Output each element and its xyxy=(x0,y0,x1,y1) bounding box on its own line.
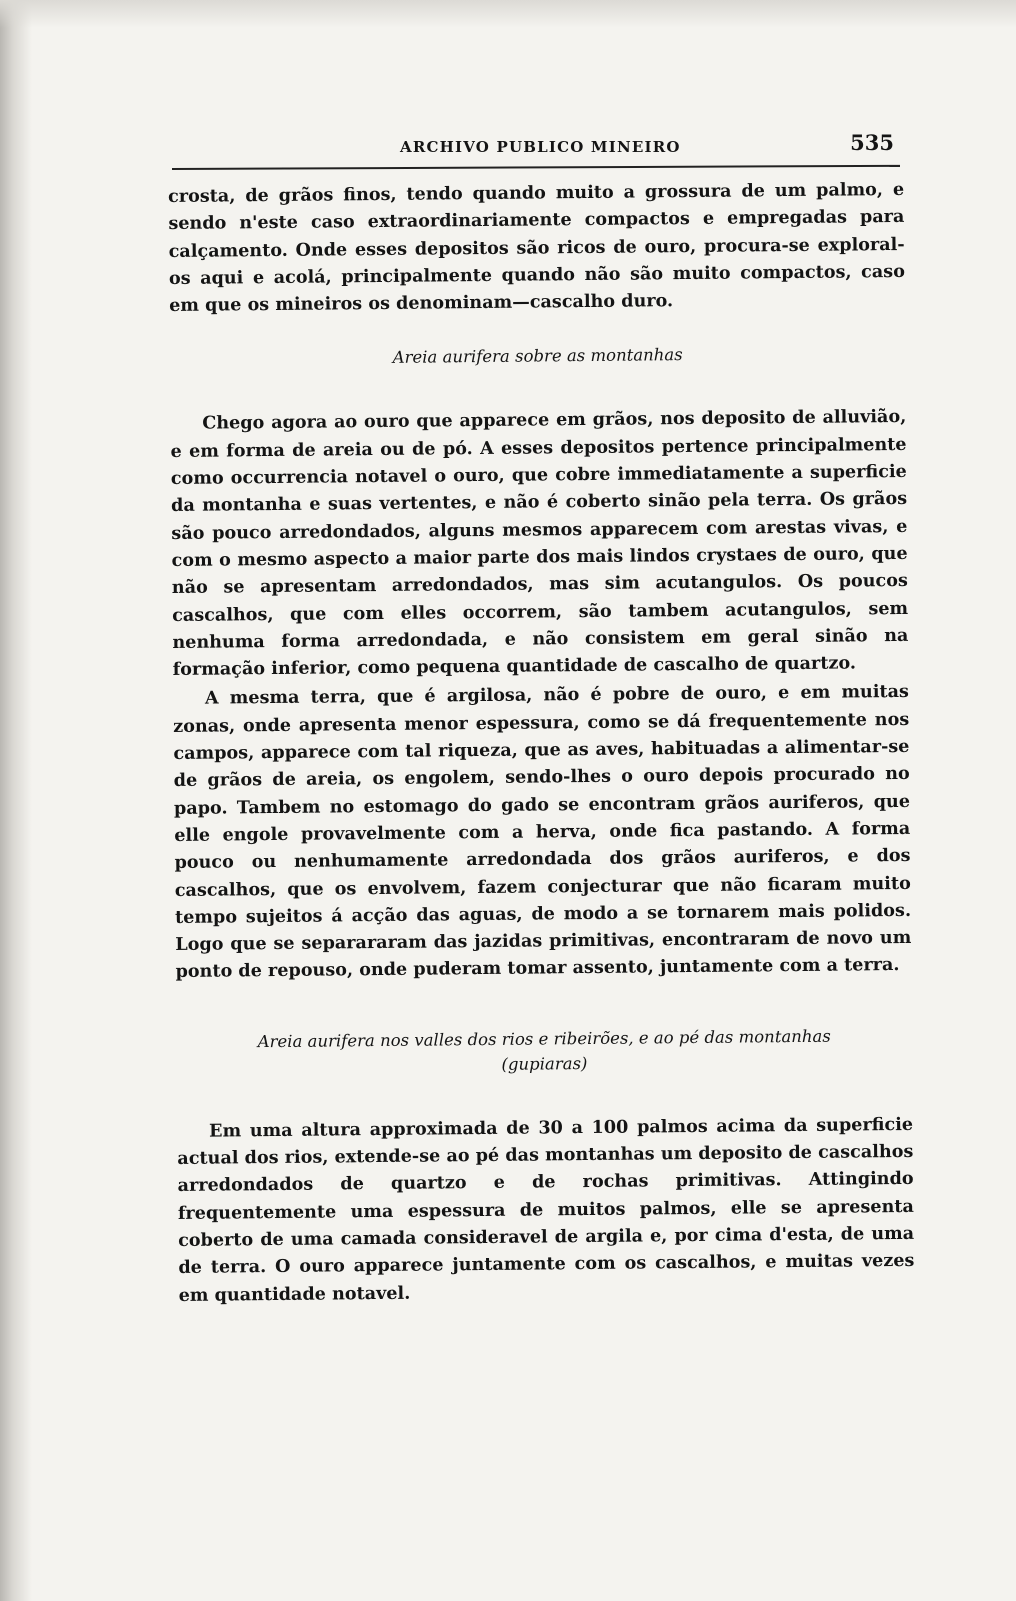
section-heading-montanhas: Areia aurifera sobre as montanhas xyxy=(392,345,683,368)
section-heading-valles-line-1: Areia aurifera nos valles dos rios e ribeirões, e ao pé das montanhas xyxy=(257,1026,831,1051)
page-edge-shadow xyxy=(0,0,32,1601)
paragraph-deposito-cascalhos: Em uma altura approximada de 30 a 100 palmos acima da superficie actual dos rios, extende-se ao pé das montanhas um deposito de cascalhos arredondados de quartzo e de rochas primitivas. Attingindo frequentemente uma espessura de muitos palmos, elle se apresenta coberto de uma camada consideravel de argila e, por cima d'esta, de uma de terra. O ouro apparece juntamente com os cascalhos, e muitas vezes em quantidade notavel. xyxy=(177,1113,915,1306)
paragraph-terra-argilosa: A mesma terra, que é argilosa, não é pobre de ouro, e em muitas zonas, onde apresenta menor espessura, como se dá frequentemente nos campos, apparece com tal riqueza, que as aves, habituadas a alimentar-se de grãos de areia, os engolem, sendo-lhes o ouro depois procurado no papo. Tambem no estomago do gado se encontram grãos auriferos, que elle engole provavelmente com a herva, onde fica pastando. A forma pouco ou nenhumamente arredondada dos grãos auriferos, e dos cascalhos, que os envolvem, fazem conjecturar que não ficaram muito tempo sujeitos á acção das aguas, de modo a se tornarem mais polidos. Logo que se separararam das jazidas primitivas, encontraram de novo um ponto de repouso, onde puderam tomar assento, juntamente com a terra. xyxy=(173,681,912,983)
section-heading-valles-line-2: (gupiaras) xyxy=(501,1053,588,1074)
intro-paragraph: crosta, de grãos finos, tendo quando muito a grossura de um palmo, e sendo n'este caso extraordinariamente compactos e empregadas para calçamento. Onde esses depositos são ricos de ouro, procura-se exploral-os aqui e acolá, principalmente quando não são muito compactos, caso em que os mineiros os denominam—cascalho duro. xyxy=(168,178,905,317)
page-header xyxy=(172,128,910,162)
page-top-shadow xyxy=(0,0,1016,28)
paragraph-ouro-em-graos: Chego agora ao ouro que apparece em grãos, nos deposito de alluvião, e em forma de areia ou de pó. A esses depositos pertence principalmente como occurrencia notavel o ouro, que cobre immediatamente a superficie da montanha e suas vertentes, e não é coberto sinão pela terra. Os grãos são pouco arredondados, alguns mesmos apparecem com arestas vivas, e com o mesmo aspecto a maior parte dos mais lindos crystaes de ouro, que não se apresentam arredondados, mas sim acutangulos. Os poucos cascalhos, que com elles occorrem, são tambem acutangulos, sem nenhuma forma arredondada, e não consistem em geral sinão na formação inferior, como pequena quantidade de cascalho de quartzo. xyxy=(170,406,909,681)
header-rule xyxy=(172,165,900,170)
section-heading-valles xyxy=(176,1023,912,1080)
page-content xyxy=(168,176,915,1309)
running-title: ARCHIVO PUBLICO MINEIRO xyxy=(400,138,681,156)
page-number: 535 xyxy=(850,130,894,155)
